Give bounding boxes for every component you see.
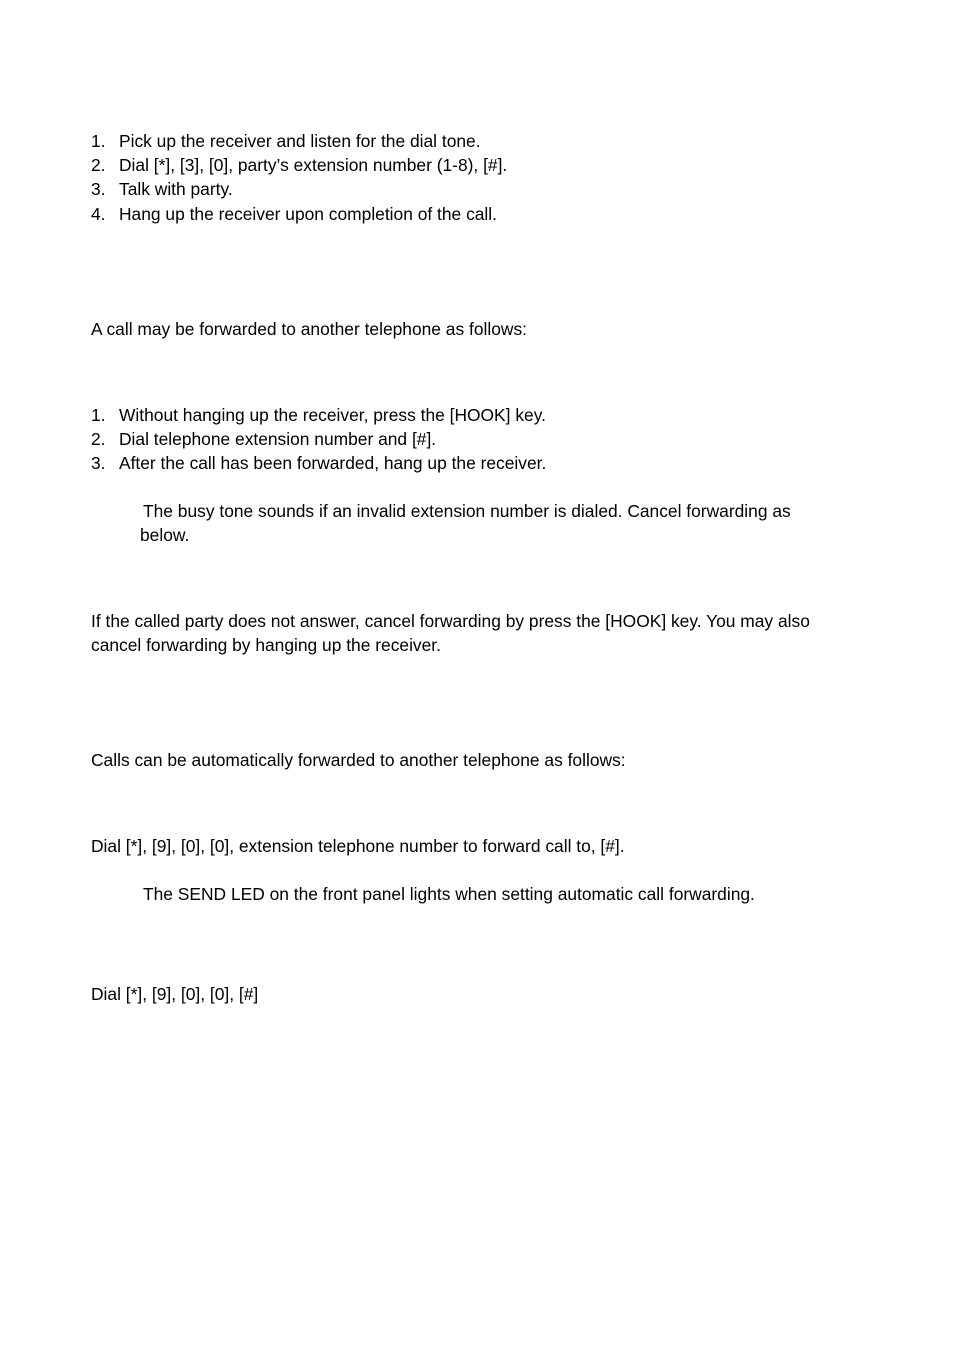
list-text: After the call has been forwarded, hang up the receiver. xyxy=(119,453,547,474)
list-text: Without hanging up the receiver, press the [HOOK] key. xyxy=(119,405,546,425)
list-item xyxy=(91,153,507,177)
forward-intro-text: A call may be forwarded to another telephone as follows: xyxy=(91,319,527,339)
list-text: Talk with party. xyxy=(119,179,233,200)
cancel-forwarding-text: If the called party does not answer, cancel forwarding by press the [HOOK] key. You may also cancel forwarding by hanging up the receiver. xyxy=(91,611,810,655)
list-item xyxy=(91,177,507,201)
list-item xyxy=(91,202,507,226)
list-text: Hang up the receiver upon completion of the call. xyxy=(119,203,497,224)
list-text: Dial telephone extension number and [#]. xyxy=(119,429,437,450)
busy-tone-note: The busy tone sounds if an invalid extension number is dialed. Cancel forwarding as below. xyxy=(140,501,791,545)
auto-forward-intro-text: Calls can be automatically forwarded to another telephone as follows: xyxy=(91,750,626,770)
list-number: 3. xyxy=(91,453,106,474)
auto-forward-set-text: Dial [*], [9], [0], [0], extension telephone number to forward call to, [#]. xyxy=(91,836,625,856)
list-number: 1. xyxy=(91,131,106,151)
list-number: 4. xyxy=(91,203,106,224)
call-steps-list xyxy=(91,129,507,226)
list-text: Pick up the receiver and listen for the dial tone. xyxy=(119,131,481,151)
list-number: 2. xyxy=(91,429,106,450)
list-item xyxy=(91,129,507,153)
list-number: 1. xyxy=(91,405,106,425)
list-item xyxy=(91,427,546,451)
auto-forward-cancel-text: Dial [*], [9], [0], [0], [#] xyxy=(91,984,259,1004)
list-number: 3. xyxy=(91,179,106,200)
list-item xyxy=(91,451,546,475)
send-led-note: The SEND LED on the front panel lights when setting automatic call forwarding. xyxy=(143,884,755,904)
forward-steps-list xyxy=(91,403,546,476)
list-number: 2. xyxy=(91,155,106,176)
list-item xyxy=(91,403,546,427)
list-text: Dial [*], [3], [0], party’s extension number (1-8), [#]. xyxy=(119,155,508,176)
